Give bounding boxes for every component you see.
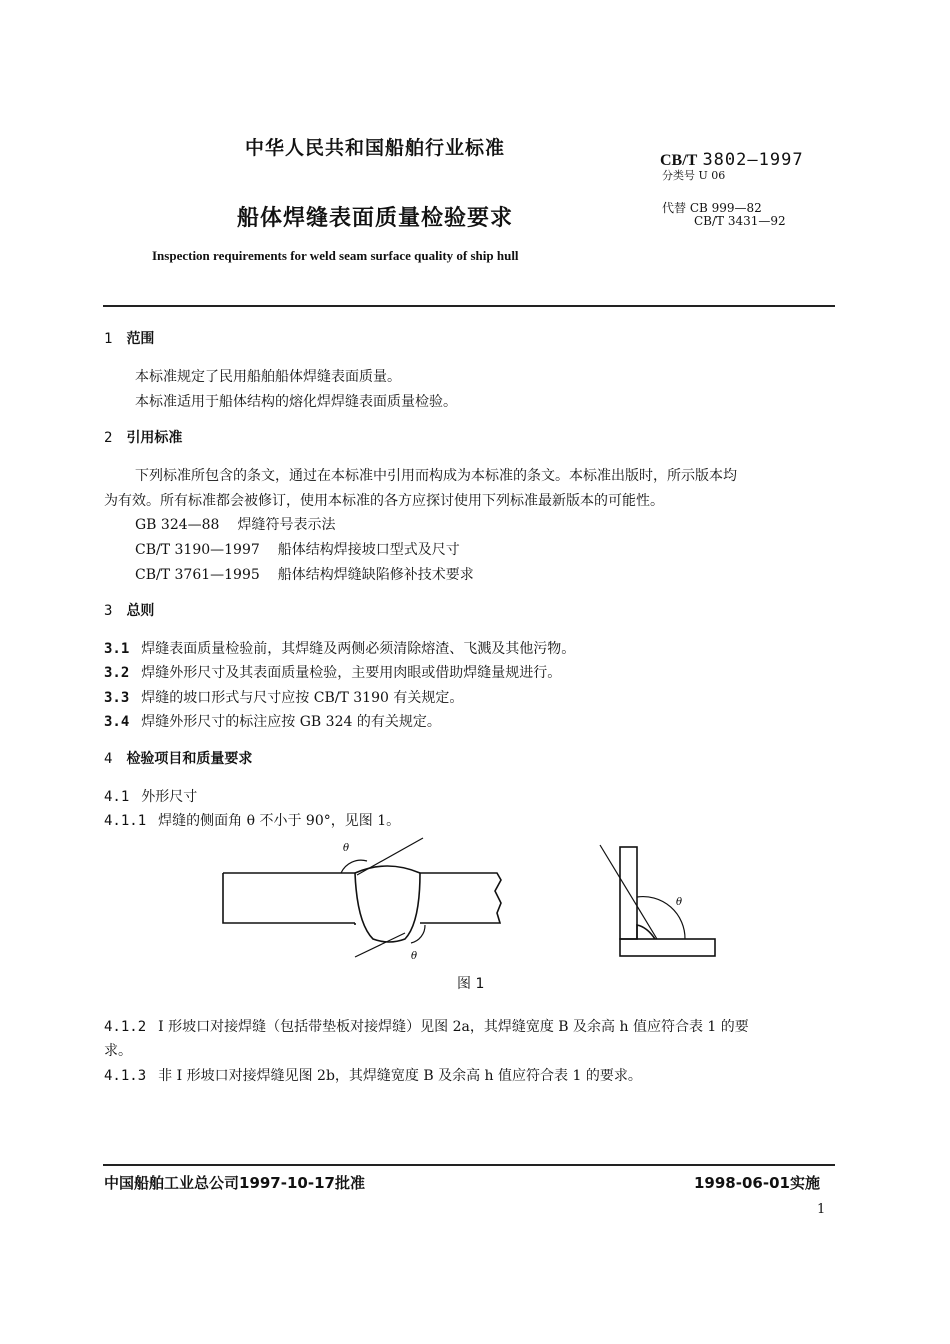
section-2-paragraph-line-2: 为有效。所有标准都会被修订，使用本标准的各方应探讨使用下列标准最新版本的可能性。: [104, 493, 664, 509]
standard-title: 中华人民共和国船舶行业标准: [245, 137, 506, 159]
reference-name: 船体结构焊接坡口型式及尺寸: [277, 542, 460, 558]
clause-number: 4.1.3: [104, 1068, 147, 1084]
clause-text: I 形坡口对接焊缝（包括带垫板对接焊缝）见图 2a，其焊缝宽度 B 及余高 h 值应符合表 1 的要: [158, 1019, 749, 1035]
reference-code: CB/T 3761—1995: [135, 567, 260, 583]
clause-3-1: [104, 638, 575, 658]
section-4-heading: [104, 748, 252, 768]
document-title: 船体焊缝表面质量检验要求: [237, 206, 514, 231]
section-2-paragraph-line-1: 下列标准所包含的条文，通过在本标准中引用而构成为本标准的条文。本标准出版时，所示版本均: [135, 468, 737, 484]
fillet-weld-diagram: [600, 845, 715, 956]
replaces-line-2: CB/T 3431—92: [694, 214, 786, 228]
clause-text: 焊缝表面质量检验前，其焊缝及两侧必须清除熔渣、飞溅及其他污物。: [141, 641, 576, 657]
clause-number: 3.2: [104, 665, 130, 681]
page-number: 1: [817, 1202, 826, 1217]
clause-text: 外形尺寸: [141, 789, 198, 805]
section-number: 4: [104, 751, 113, 767]
clause-number: 4.1: [104, 789, 130, 805]
replaces-line-1: 代替 CB 999—82: [662, 201, 762, 215]
section-title: 范围: [126, 331, 155, 347]
reference-item: [135, 564, 474, 584]
clause-4-1-3: [104, 1065, 642, 1085]
clause-text: 焊缝外形尺寸及其表面质量检验，主要用肉眼或借助焊缝量规进行。: [141, 665, 562, 681]
clause-text: 焊缝外形尺寸的标注应按 GB 324 的有关规定。: [141, 714, 441, 730]
reference-code: CB/T 3190—1997: [135, 542, 260, 558]
figure-1-caption: 图 1: [457, 976, 485, 992]
clause-text: 非 I 形坡口对接焊缝见图 2b，其焊缝宽度 B 及余高 h 值应符合表 1 的要求。: [158, 1068, 642, 1084]
butt-weld-diagram: [223, 838, 501, 957]
implementation-date: 1998-06-01实施: [694, 1174, 820, 1192]
clause-number: 4.1.2: [104, 1019, 147, 1035]
section-title: 引用标准: [126, 430, 183, 446]
header-divider: [103, 305, 835, 307]
reference-name: 船体结构焊缝缺陷修补技术要求: [277, 567, 474, 583]
section-number: 2: [104, 430, 113, 446]
clause-4-1-1: [104, 810, 400, 830]
clause-4-1: [104, 786, 197, 806]
clause-number: 3.1: [104, 641, 130, 657]
reference-name: 焊缝符号表示法: [237, 517, 336, 533]
clause-number: 3.4: [104, 714, 130, 730]
figure-1-drawing: [215, 835, 725, 970]
theta-label-fillet: θ: [676, 897, 683, 908]
clause-number: 3.3: [104, 690, 130, 706]
theta-label-top: θ: [343, 843, 350, 854]
section-1-heading: [104, 328, 154, 348]
section-number: 1: [104, 331, 113, 347]
class-number: 分类号 U 06: [662, 169, 726, 182]
clause-3-2: [104, 662, 561, 682]
section-title: 总则: [126, 603, 155, 619]
clause-4-1-2: [104, 1016, 749, 1036]
code-number: 3802—1997: [702, 150, 804, 170]
clause-3-3: [104, 687, 463, 707]
clause-3-4: [104, 711, 441, 731]
section-number: 3: [104, 603, 113, 619]
english-title: Inspection requirements for weld seam surface quality of ship hull: [152, 248, 519, 263]
section-3-heading: [104, 600, 154, 620]
approval-line: 中国船舶工业总公司1997-10-17批准: [104, 1174, 365, 1192]
reference-item: [135, 514, 335, 534]
reference-item: [135, 539, 460, 559]
section-title: 检验项目和质量要求: [126, 751, 253, 767]
clause-number: 4.1.1: [104, 813, 147, 829]
reference-code: GB 324—88: [135, 517, 220, 533]
clause-4-1-2-continuation: 求。: [104, 1043, 132, 1059]
clause-text: 焊缝的侧面角 θ 不小于 90°，见图 1。: [158, 813, 401, 829]
section-1-paragraph-2: 本标准适用于船体结构的熔化焊焊缝表面质量检验。: [135, 394, 457, 410]
clause-text: 焊缝的坡口形式与尺寸应按 CB/T 3190 有关规定。: [141, 690, 464, 706]
footer-divider: [103, 1164, 835, 1166]
section-2-heading: [104, 427, 182, 447]
code-prefix: CB/T: [660, 152, 698, 169]
theta-label-bottom: θ: [411, 951, 418, 962]
section-1-paragraph-1: 本标准规定了民用船舶船体焊缝表面质量。: [135, 369, 401, 385]
